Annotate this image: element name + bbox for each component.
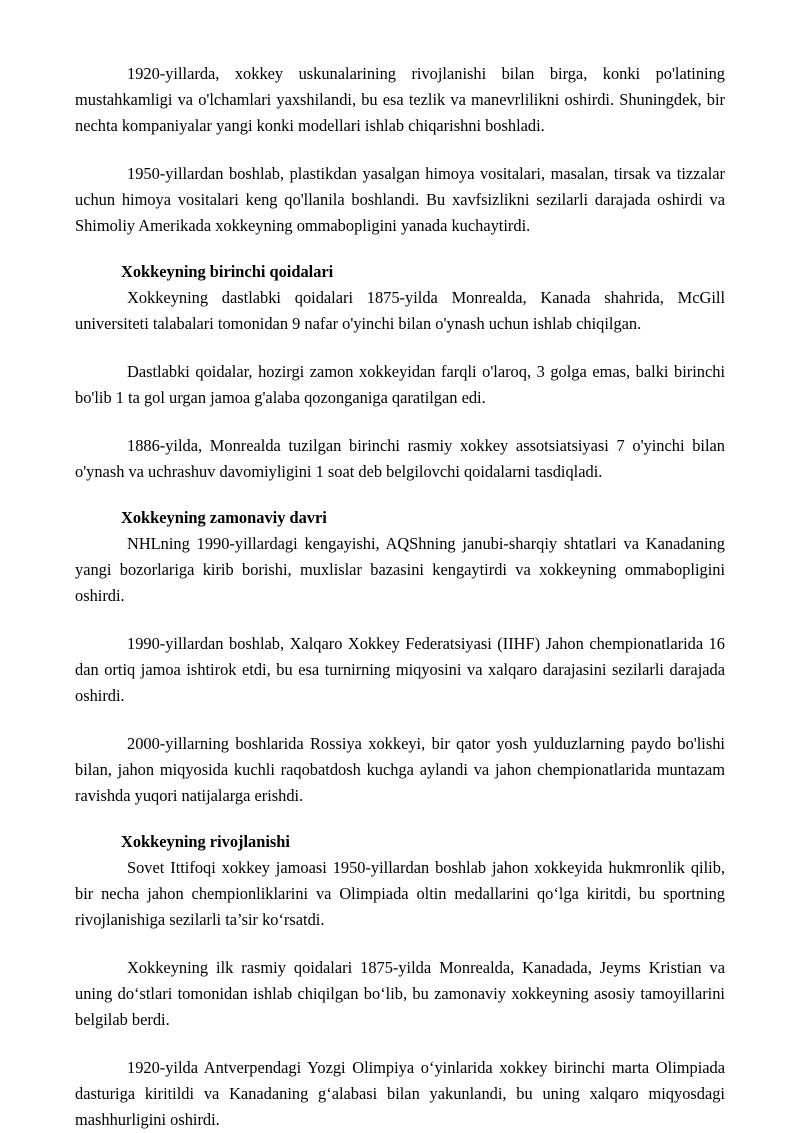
section-heading: Xokkeyning rivojlanishi (121, 832, 290, 851)
paragraph: Dastlabki qoidalar, hozirgi zamon xokkeyidan farqli o'laroq, 3 golga emas, balki birinchi bo'lib 1 ta gol urgan jamoa g'alaba qozonganiga qaratilgan edi. (75, 362, 725, 407)
paragraph: 1920-yillarda, xokkey uskunalarining rivojlanishi bilan birga, konki po'latining mustahkamligi va o'lchamlari yaxshilandi, bu esa tezlik va manevrlilikni oshirdi. Shuningdek, bir nechta kompaniyalar yangi konki modellari ishlab chiqarishni boshladi. (75, 64, 725, 135)
paragraph: NHLning 1990-yillardagi kengayishi, AQShning janubi-sharqiy shtatlari va Kanadaning yangi bozorlariga kirib borishi, muxlislar bazasini kengaytirdi va xokkeyning ommabopligini oshirdi. (75, 534, 725, 605)
section-heading: Xokkeyning zamonaviy davri (121, 508, 327, 527)
paragraph: Sovet Ittifoqi xokkey jamoasi 1950-yillardan boshlab jahon xokkeyida hukmronlik qilib, bir necha jahon chempionliklarini va Olimpiada oltin medallarini qo‘lga kiritdi, bu sportning rivojlanishiga sezilarli ta’sir ko‘rsatdi. (75, 858, 725, 929)
paragraph: 1950-yillardan boshlab, plastikdan yasalgan himoya vositalari, masalan, tirsak va tizzalar uchun himoya vositalari keng qo'llanila boshlandi. Bu xavfsizlikni sezilarli darajada oshirdi va Shimoliy Amerikada xokkeyning ommabopligini yanada kuchaytirdi. (75, 164, 725, 235)
section-heading: Xokkeyning birinchi qoidalari (121, 262, 334, 281)
paragraph: 1990-yillardan boshlab, Xalqaro Xokkey Federatsiyasi (IIHF) Jahon chempionatlarida 16 dan ortiq jamoa ishtirok etdi, bu esa turnirning miqyosini va xalqaro darajasini sezilarli darajada oshirdi. (75, 634, 725, 705)
paragraph: Xokkeyning dastlabki qoidalari 1875-yilda Monrealda, Kanada shahrida, McGill universiteti talabalari tomonidan 9 nafar o'yinchi bilan o'ynash uchun ishlab chiqilgan. (75, 288, 725, 333)
paragraph: 1920-yilda Antverpendagi Yozgi Olimpiya o‘yinlarida xokkey birinchi marta Olimpiada dasturiga kiritildi va Kanadaning g‘alabasi bilan yakunlandi, bu uning xalqaro miqyosdagi mashhurligini oshirdi. (75, 1058, 725, 1129)
paragraph: 2000-yillarning boshlarida Rossiya xokkeyi, bir qator yosh yulduzlarning paydo bo'lishi bilan, jahon miqyosida kuchli raqobatdosh kuchga aylandi va jahon chempionatlarida muntazam ravishda yuqori natijalarga erishdi. (75, 734, 725, 805)
paragraph: Xokkeyning ilk rasmiy qoidalari 1875-yilda Monrealda, Kanadada, Jeyms Kristian va uning do‘stlari tomonidan ishlab chiqilgan bo‘lib, bu zamonaviy xokkeyning asosiy tamoyillarini belgilab berdi. (75, 958, 725, 1029)
paragraph: 1886-yilda, Monrealda tuzilgan birinchi rasmiy xokkey assotsiatsiyasi 7 o'yinchi bilan o'ynash va uchrashuv davomiyligini 1 soat deb belgilovchi qoidalarni tasdiqladi. (75, 436, 725, 481)
document-body (75, 61, 725, 1133)
